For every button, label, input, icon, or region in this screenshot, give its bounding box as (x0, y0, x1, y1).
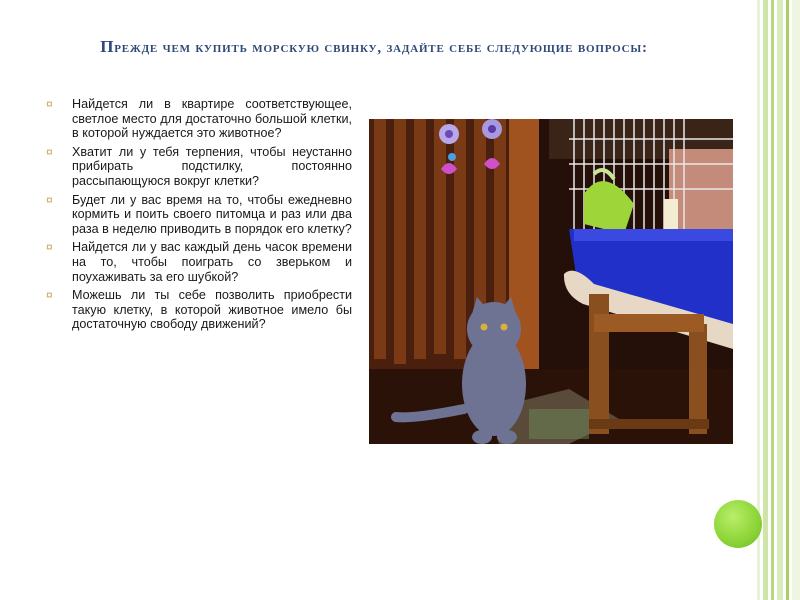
list-item-text: Будет ли у вас время на то, чтобы ежедневно кормить и поить своего питомца и раз или два раза в неделю приводить в порядок его клетку? (72, 192, 352, 236)
list-item-text: Найдется ли в квартире соответствующее, светлое место для достаточно большой клетки, в которой нуждается это животное? (72, 97, 352, 141)
title-rest: режде чем купить морскую свинку, задайте себе следующие вопросы: (114, 40, 648, 56)
photo-illustration (369, 119, 733, 444)
bullet-icon: ¤ (46, 240, 53, 255)
list-item (40, 240, 352, 284)
cat-and-guinea-pig-photo (369, 119, 733, 444)
bullet-icon: ¤ (46, 192, 53, 207)
decor-stripe (792, 0, 800, 600)
slide-title (40, 34, 708, 61)
question-list (40, 97, 352, 336)
list-item (40, 145, 352, 189)
list-item-text: Можешь ли ты себе позволить приобрести такую клетку, в которой животное имело бы достаточную свободу движений? (72, 288, 352, 332)
list-item (40, 193, 352, 237)
list-item-text: Хватит ли у тебя терпения, чтобы неустанно прибирать подстилку, постоянно рассыпающуюся вокруг клетки? (72, 144, 352, 188)
list-item-text: Найдется ли у вас каждый день часок времени на то, чтобы поиграть со зверьком и поухаживать за его шубкой? (72, 240, 352, 284)
decorative-green-circle (714, 500, 762, 548)
list-item (40, 97, 352, 141)
bullet-icon: ¤ (46, 97, 53, 111)
decor-stripe (786, 0, 789, 600)
decor-stripe (763, 0, 768, 600)
title-first-letter: П (100, 37, 115, 56)
bullet-icon: ¤ (46, 144, 53, 159)
list-item (40, 288, 352, 332)
bullet-icon: ¤ (46, 288, 53, 303)
decor-stripe (771, 0, 774, 600)
decor-stripe (777, 0, 783, 600)
